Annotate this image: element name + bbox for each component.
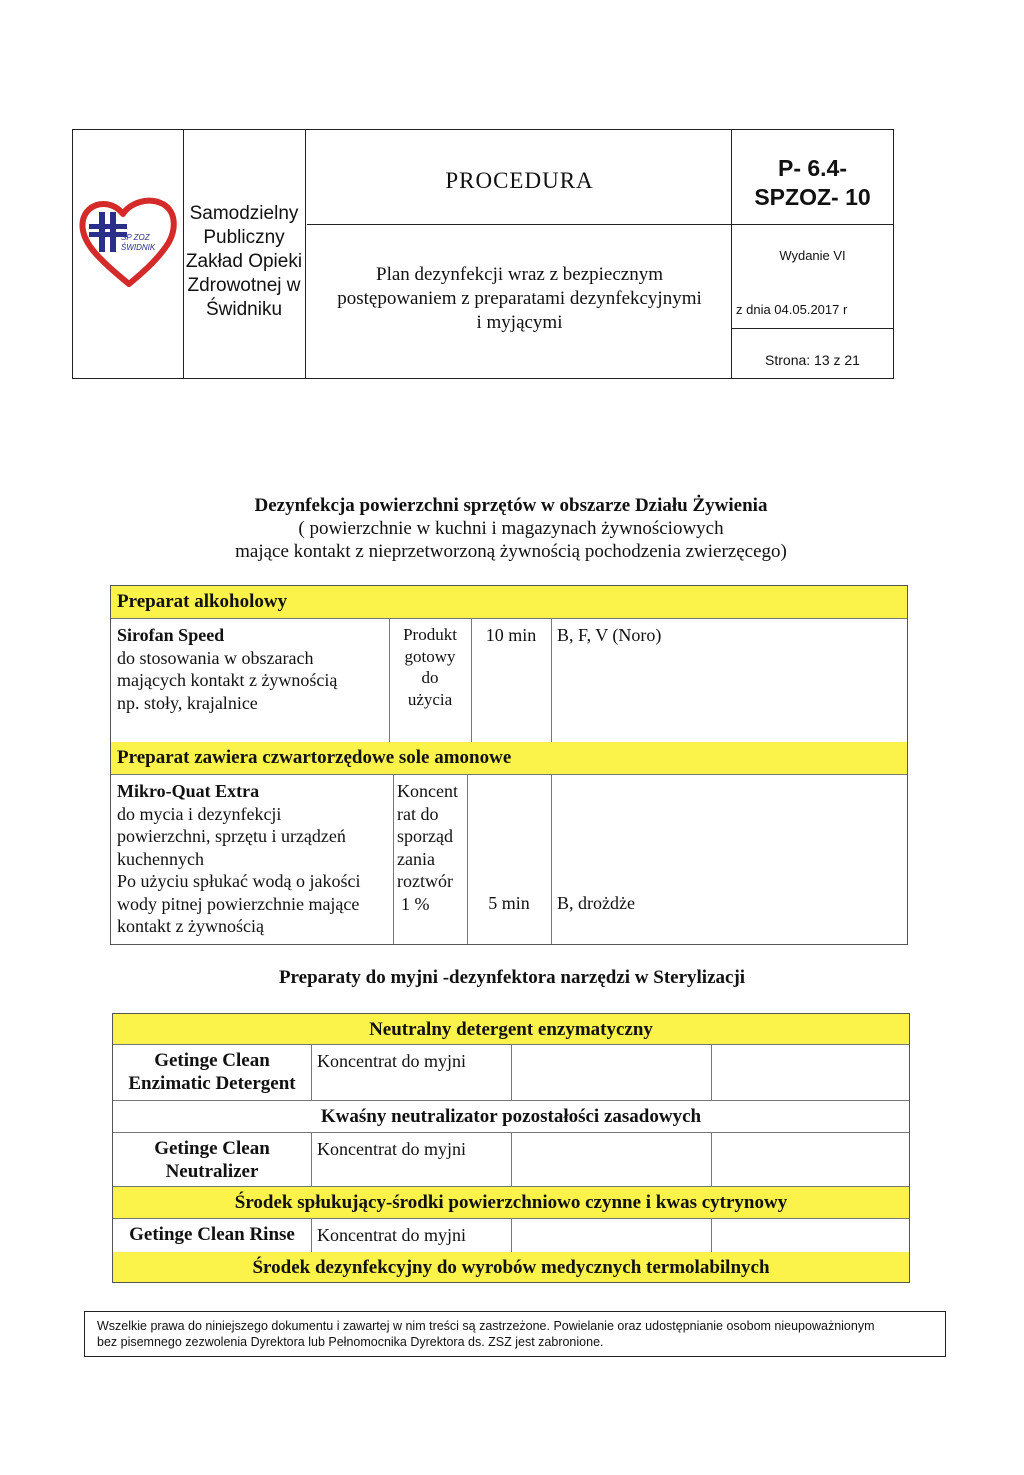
separator xyxy=(732,328,893,329)
page-number: Strona: 13 z 21 xyxy=(765,352,860,368)
product-name: Sirofan Speed xyxy=(117,625,225,645)
section-title: Preparaty do myjni -dezynfektora narzędzi w Sterylizacji xyxy=(278,967,746,988)
form-line: rat do xyxy=(397,803,439,824)
procedure-title: PROCEDURA xyxy=(445,168,594,193)
form-line: Koncent xyxy=(397,781,458,801)
spectrum: B, drożdże xyxy=(557,893,635,913)
name-line: Getinge Clean xyxy=(154,1138,270,1159)
row-divider xyxy=(111,618,907,619)
col-divider xyxy=(393,774,394,944)
header-divider xyxy=(183,130,184,378)
table-band: Preparat alkoholowy xyxy=(111,586,907,618)
org-line: Samodzielny xyxy=(189,203,299,224)
edition-label: Wydanie VI xyxy=(779,248,846,263)
logo-text: ŚWIDNIK xyxy=(121,243,156,252)
product-name: Getinge Clean Rinse xyxy=(129,1224,295,1245)
disinfection-table xyxy=(110,585,908,945)
form-line: gotowy xyxy=(404,646,456,666)
col-divider xyxy=(511,1044,512,1100)
table-band: Kwaśny neutralizator pozostałości zasadowych xyxy=(320,1106,702,1127)
contact-time: 10 min xyxy=(485,625,537,645)
product-desc: mających kontakt z żywnością xyxy=(117,670,338,690)
col-divider xyxy=(389,618,390,742)
form-line: użycia xyxy=(407,689,453,709)
form-line: sporząd xyxy=(397,826,453,846)
col-divider xyxy=(311,1218,312,1252)
table-row xyxy=(117,624,337,714)
procedure-code xyxy=(732,154,893,212)
col-divider xyxy=(511,1218,512,1252)
document-header xyxy=(72,129,894,379)
separator xyxy=(732,224,893,225)
heading-line: mające kontakt z nieprzetworzoną żywnością pochodzenia zwierzęcego) xyxy=(235,541,787,562)
col-divider xyxy=(311,1044,312,1100)
row-divider xyxy=(113,1186,909,1187)
col-divider xyxy=(471,618,472,742)
product-desc: kontakt z żywnością xyxy=(117,916,264,936)
product-name: Mikro-Quat Extra xyxy=(117,781,260,801)
col-divider xyxy=(311,1132,312,1186)
org-line: Publiczny xyxy=(203,227,285,248)
col-divider xyxy=(551,618,552,742)
product-use: Koncentrat do myjni xyxy=(317,1139,466,1159)
form-line: do xyxy=(421,668,439,687)
table-band: Preparat zawiera czwartorzędowe sole amonowe xyxy=(111,742,907,774)
header-divider xyxy=(305,130,306,378)
col-divider xyxy=(551,774,552,944)
subtitle-line: postępowaniem z preparatami dezynfekcyjnymi xyxy=(337,288,702,309)
heading-line: ( powierzchnie w kuchni i magazynach żywnościowych xyxy=(298,518,724,539)
name-line: Getinge Clean xyxy=(154,1050,270,1071)
col-divider xyxy=(711,1044,712,1100)
name-line: Enzimatic Detergent xyxy=(128,1072,296,1094)
table-band: Środek dezynfekcyjny do wyrobów medycznych termolabilnych xyxy=(113,1252,909,1282)
procedure-subtitle xyxy=(307,263,732,335)
col-divider xyxy=(511,1132,512,1186)
code-line: P- 6.4- xyxy=(777,155,848,181)
product-desc: Po użyciu spłukać wodą o jakości xyxy=(117,871,361,891)
section-heading xyxy=(100,494,922,563)
form-line: Produkt xyxy=(403,625,457,644)
col-divider xyxy=(711,1218,712,1252)
org-line: Zakład Opieki xyxy=(185,251,303,272)
product-name xyxy=(113,1138,311,1183)
spectrum: B, F, V (Noro) xyxy=(557,625,662,645)
form-line: roztwór xyxy=(397,871,453,891)
issue-date: z dnia 04.05.2017 r xyxy=(736,302,848,317)
product-form xyxy=(397,780,467,915)
product-desc: kuchennych xyxy=(117,848,204,869)
col-divider xyxy=(711,1132,712,1186)
contact-time: 5 min xyxy=(488,893,530,913)
name-line: Neutralizer xyxy=(165,1160,259,1182)
subtitle-line: Plan dezynfekcji wraz z bezpiecznym xyxy=(376,264,663,285)
product-name xyxy=(113,1050,311,1095)
org-line: Świdniku xyxy=(205,299,283,320)
product-form xyxy=(391,624,469,710)
organization-name xyxy=(185,202,303,322)
copyright-footer xyxy=(84,1311,946,1357)
form-line: zania xyxy=(397,848,435,869)
separator xyxy=(307,224,732,225)
form-line: 1 % xyxy=(401,893,430,914)
subtitle-line: i myjącymi xyxy=(476,312,563,333)
product-desc: powierzchni, sprzętu i urządzeń xyxy=(117,826,346,846)
table-row xyxy=(117,780,360,938)
col-divider xyxy=(467,774,468,944)
org-line: Zdrowotnej w xyxy=(187,275,301,296)
table-band: Środek spłukujący-środki powierzchniowo czynne i kwas cytrynowy xyxy=(113,1186,909,1218)
table-band: Neutralny detergent enzymatyczny xyxy=(113,1014,909,1044)
product-desc: do stosowania w obszarach xyxy=(117,647,314,668)
code-line: SPZOZ- 10 xyxy=(754,184,871,210)
footer-line: bez pisemnego zezwolenia Dyrektora lub Pełnomocnika Dyrektora ds. ZSZ jest zabronione. xyxy=(97,1335,604,1349)
footer-line: Wszelkie prawa do niniejszego dokumentu i zawartej w nim treści są zastrzeżone. Powielanie oraz udostępnianie osobom nieupoważnionym xyxy=(97,1319,875,1333)
heading-title: Dezynfekcja powierzchni sprzętów w obszarze Działu Żywienia xyxy=(254,495,768,516)
sterilization-table xyxy=(112,1013,910,1283)
product-use: Koncentrat do myjni xyxy=(317,1051,466,1071)
row-divider xyxy=(111,774,907,775)
product-desc: np. stoły, krajalnice xyxy=(117,692,258,713)
product-desc: do mycia i dezynfekcji xyxy=(117,803,282,824)
hospital-logo-icon xyxy=(77,196,181,292)
product-use: Koncentrat do myjni xyxy=(317,1225,466,1245)
logo-text: SP ZOZ xyxy=(121,233,150,242)
product-desc: wody pitnej powierzchnie mające xyxy=(117,893,360,914)
